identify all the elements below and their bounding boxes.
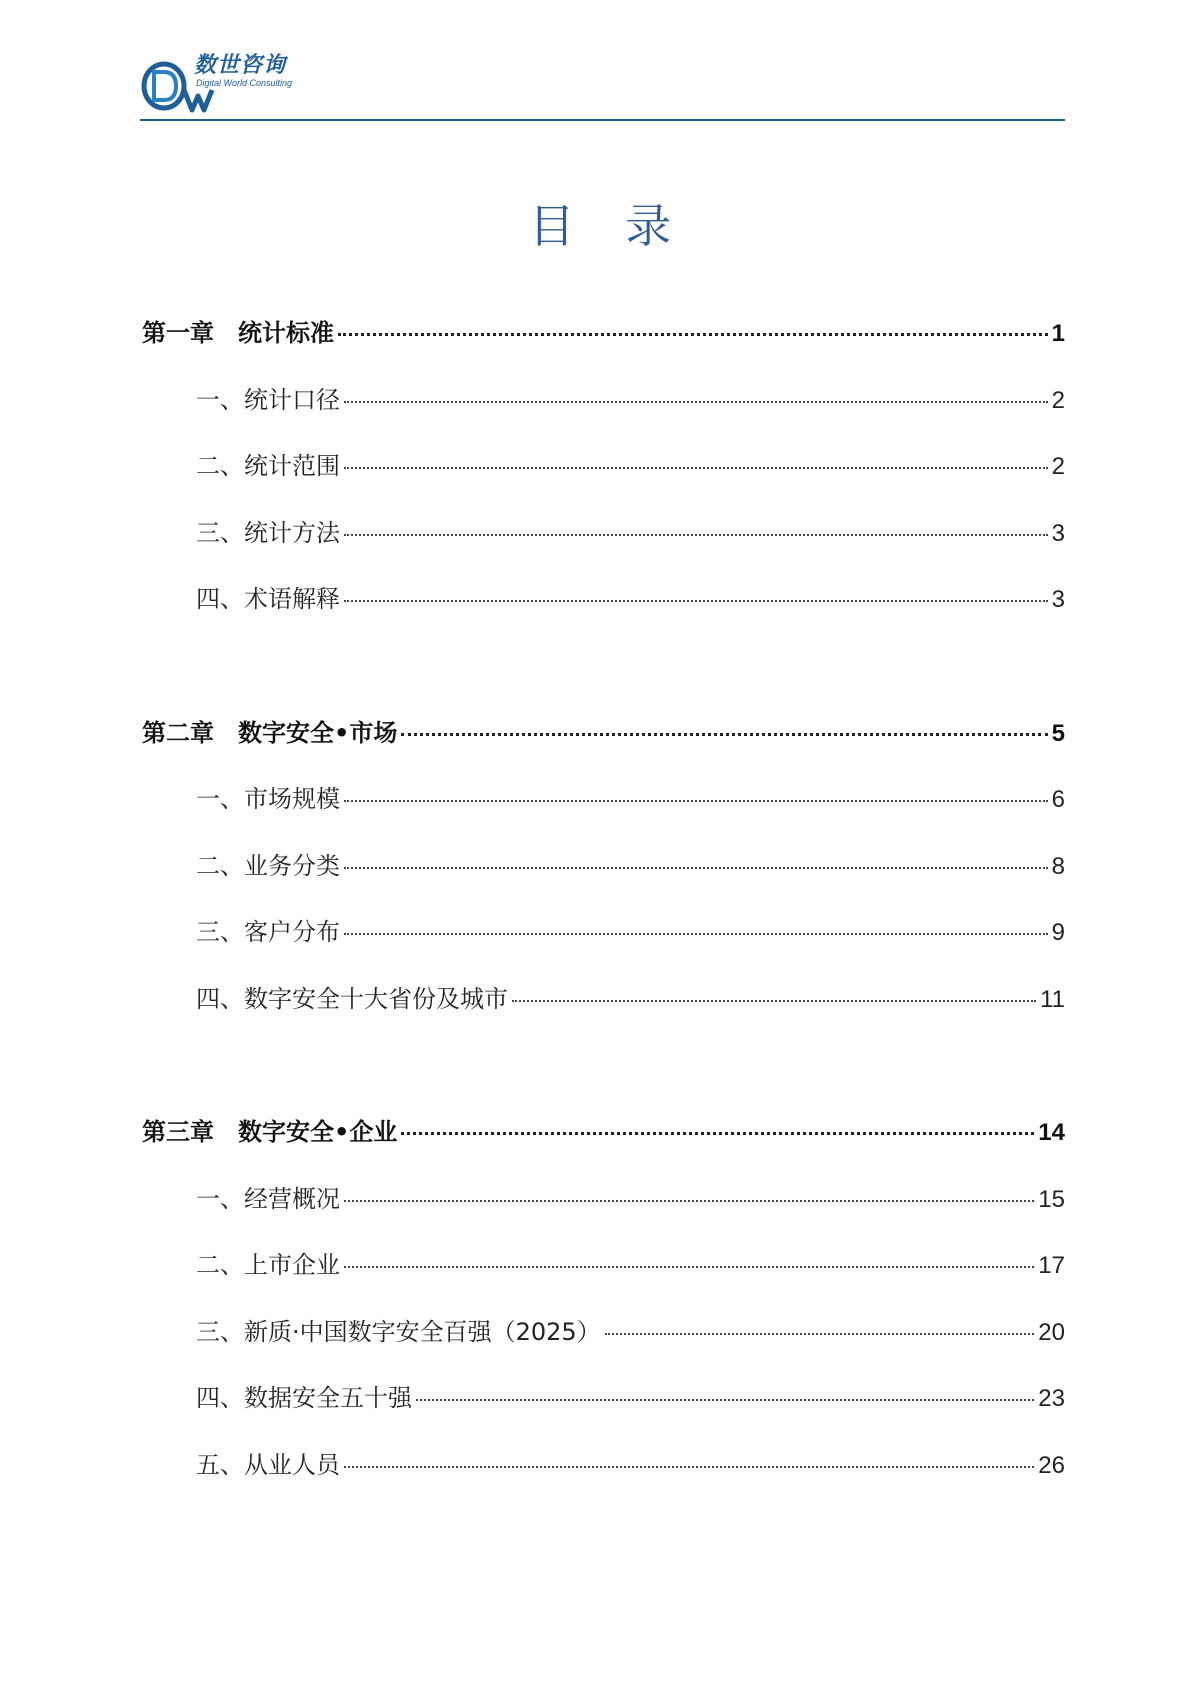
toc-section-entry[interactable] (142, 518, 1065, 585)
toc-chapter-entry[interactable] (142, 718, 1065, 785)
dot-leader (605, 1333, 1035, 1335)
dot-leader (344, 467, 1048, 469)
header-divider (140, 119, 1065, 121)
section-title: 三、新质·中国数字安全百强（2025） (196, 1317, 601, 1346)
section-title: 二、业务分类 (196, 851, 340, 880)
section-title: 四、数字安全十大省份及城市 (196, 984, 508, 1013)
page-header (140, 48, 1065, 123)
section-title: 一、市场规模 (196, 785, 340, 813)
section-page-number: 2 (1051, 453, 1065, 480)
section-title: 二、统计范围 (196, 452, 340, 480)
section-page-number: 8 (1051, 852, 1065, 880)
table-of-contents (142, 318, 1065, 1516)
section-page-number: 3 (1051, 586, 1065, 613)
toc-chapter-group (142, 318, 1065, 651)
chapter-number: 第三章 (142, 1118, 214, 1146)
toc-section-entry[interactable] (142, 1383, 1065, 1450)
logo-english-text: Digital World Consulting (196, 78, 293, 88)
section-page-number: 9 (1051, 919, 1065, 946)
toc-section-entry[interactable] (142, 1184, 1065, 1251)
dot-leader (344, 534, 1048, 536)
toc-chapter-entry[interactable] (142, 1117, 1065, 1184)
section-page-number: 11 (1040, 985, 1065, 1013)
toc-section-entry[interactable] (142, 1250, 1065, 1317)
chapter-number: 第一章 (142, 319, 214, 347)
toc-chapter-label (142, 1117, 397, 1147)
toc-section-entry[interactable] (142, 1450, 1065, 1517)
section-page-number: 2 (1051, 386, 1065, 414)
dot-leader (512, 1000, 1036, 1002)
toc-chapter-group (142, 1117, 1065, 1516)
dot-leader (344, 933, 1048, 935)
logo-chinese-text: 数世咨询 (194, 53, 287, 78)
section-page-number: 20 (1038, 1318, 1065, 1346)
chapter-title: 统计标准 (238, 319, 334, 347)
company-logo (140, 48, 320, 114)
toc-section-entry[interactable] (142, 1317, 1065, 1384)
section-title: 一、经营概况 (196, 1184, 340, 1213)
dot-leader (344, 867, 1048, 869)
dot-leader (344, 1466, 1034, 1468)
dot-leader (344, 800, 1048, 802)
section-page-number: 26 (1038, 1451, 1065, 1479)
toc-section-entry[interactable] (142, 584, 1065, 651)
dot-leader (344, 1266, 1034, 1268)
dot-leader (338, 333, 1048, 336)
toc-chapter-group (142, 718, 1065, 1051)
section-title: 五、从业人员 (196, 1450, 340, 1479)
section-title: 四、数据安全五十强 (196, 1384, 412, 1412)
section-page-number: 15 (1038, 1185, 1065, 1213)
toc-chapter-label (142, 318, 334, 348)
section-title: 一、统计口径 (196, 385, 340, 414)
page-title: 目 录 (528, 199, 690, 253)
chapter-page-number: 5 (1051, 719, 1065, 747)
chapter-page-number: 1 (1051, 320, 1065, 347)
toc-section-entry[interactable] (142, 984, 1065, 1051)
section-page-number: 3 (1051, 519, 1065, 547)
chapter-title: 数字安全•企业 (238, 1118, 398, 1146)
section-title: 三、客户分布 (196, 918, 340, 946)
dot-leader (416, 1399, 1034, 1401)
toc-section-entry[interactable] (142, 451, 1065, 518)
chapter-number: 第二章 (142, 718, 214, 747)
section-page-number: 6 (1051, 786, 1065, 813)
toc-chapter-label (142, 718, 397, 748)
chapter-title: 数字安全•市场 (238, 718, 398, 747)
dot-leader (344, 401, 1048, 403)
toc-chapter-entry[interactable] (142, 318, 1065, 385)
section-page-number: 23 (1038, 1385, 1065, 1412)
dot-leader (344, 600, 1048, 602)
toc-section-entry[interactable] (142, 851, 1065, 918)
section-title: 四、术语解释 (196, 585, 340, 613)
toc-section-entry[interactable] (142, 784, 1065, 851)
section-title: 二、上市企业 (196, 1251, 340, 1279)
toc-section-entry[interactable] (142, 385, 1065, 452)
toc-section-entry[interactable] (142, 917, 1065, 984)
section-title: 三、统计方法 (196, 518, 340, 547)
chapter-page-number: 14 (1038, 1119, 1065, 1146)
dot-leader (401, 733, 1047, 736)
dot-leader (344, 1200, 1034, 1202)
section-page-number: 17 (1038, 1252, 1065, 1279)
dot-leader (401, 1132, 1034, 1135)
